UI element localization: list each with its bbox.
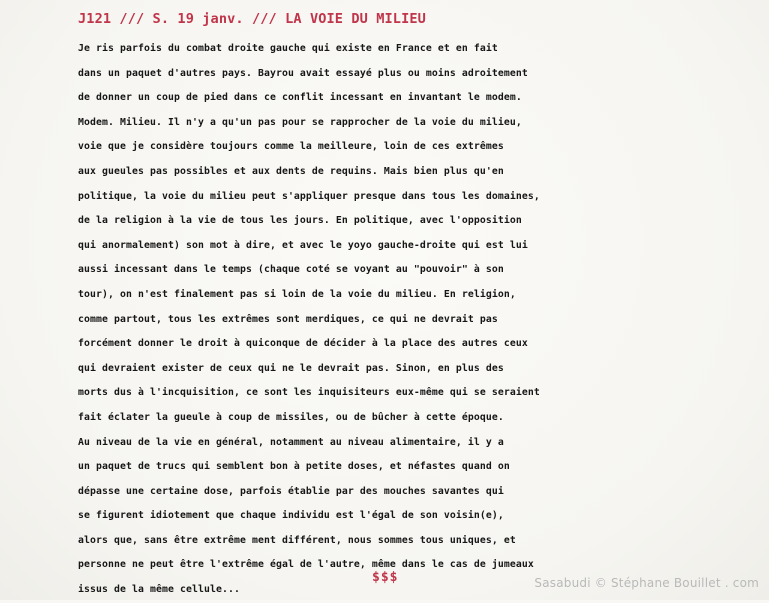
- text-line: issus de la même cellule...: [78, 584, 240, 596]
- text-line: politique, la voie du milieu peut s'appliquer presque dans tous les domaines,: [78, 190, 540, 202]
- text-line: se figurent idiotement que chaque individu est l'égal de son voisin(e),: [78, 510, 504, 522]
- text-line: tour), on n'est finalement pas si loin de la voie du milieu. En religion,: [78, 288, 516, 300]
- copyright-watermark: Sasabudi © Stéphane Bouillet . com: [534, 576, 759, 590]
- section-end-mark: $$$: [372, 570, 399, 585]
- text-line: dans un paquet d'autres pays. Bayrou avait essayé plus ou moins adroitement: [78, 67, 528, 79]
- text-line: Au niveau de la vie en général, notamment au niveau alimentaire, il y a: [78, 436, 504, 448]
- text-line: dépasse une certaine dose, parfois établie par des mouches savantes qui: [78, 485, 504, 497]
- text-line: alors que, sans être extrême ment différent, nous sommes tous uniques, et: [78, 534, 516, 546]
- text-line: voie que je considère toujours comme la meilleure, loin de ces extrêmes: [78, 141, 504, 153]
- text-line: comme partout, tous les extrêmes sont merdiques, ce qui ne devrait pas: [78, 313, 498, 325]
- text-line: fait éclater la gueule à coup de missiles, ou de bûcher à cette époque.: [78, 411, 504, 423]
- text-line: forcément donner le droit à quiconque de décider à la place des autres ceux: [78, 338, 528, 350]
- text-line: de donner un coup de pied dans ce conflit incessant en invantant le modem.: [78, 92, 522, 104]
- text-line: qui anormalement) son mot à dire, et avec le yoyo gauche-droite qui est lui: [78, 239, 528, 251]
- text-line: aussi incessant dans le temps (chaque coté se voyant au "pouvoir" à son: [78, 264, 504, 276]
- body-text: [78, 37, 768, 603]
- text-line: qui devraient exister de ceux qui ne le devrait pas. Sinon, en plus des: [78, 362, 504, 374]
- text-line: personne ne peut être l'extrême égal de l'autre, même dans le cas de jumeaux: [78, 559, 534, 571]
- text-line: Je ris parfois du combat droite gauche qui existe en France et en fait: [78, 43, 498, 54]
- text-line: Modem. Milieu. Il n'y a qu'un pas pour se rapprocher de la voie du milieu,: [78, 116, 522, 128]
- text-line: aux gueules pas possibles et aux dents de requins. Mais bien plus qu'en: [78, 165, 504, 177]
- text-line: un paquet de trucs qui semblent bon à petite doses, et néfastes quand on: [78, 461, 510, 473]
- text-line: morts dus à l'incquisition, ce sont les inquisiteurs eux-même qui se seraient: [78, 387, 540, 399]
- text-line: de la religion à la vie de tous les jours. En politique, avec l'opposition: [78, 215, 522, 227]
- page-header: J121 /// S. 19 janv. /// LA VOIE DU MILIEU: [78, 11, 426, 27]
